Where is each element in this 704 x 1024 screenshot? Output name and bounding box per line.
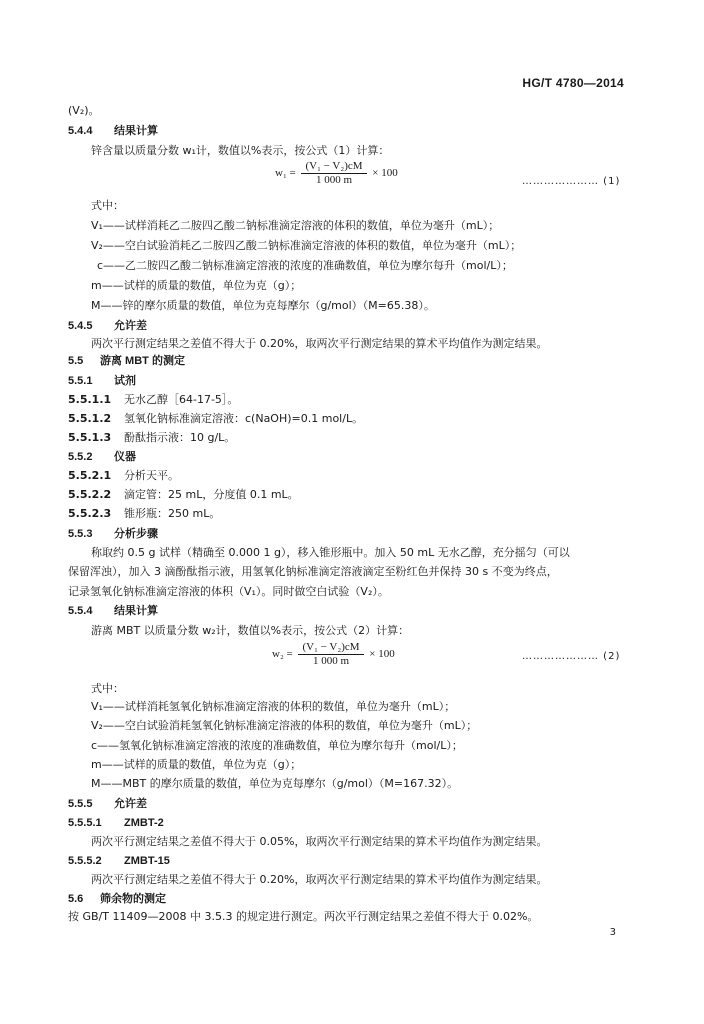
formula-2-lhs: w₂ = [272,648,293,661]
section-number: 5.4.5 [68,320,93,332]
section-heading [68,488,704,502]
formula-1-number: ………………… (1) [522,176,621,187]
paragraph-text: 记录氢氧化钠标准滴定溶液的体积（V₁）。同时做空白试验（V₂）。 [68,585,389,598]
text-line [91,199,704,213]
paragraph-text: V₁——试样消耗乙二胺四乙酸二钠标准滴定溶液的体积的数值，单位为毫升（mL）； [91,219,500,232]
paragraph-text: 游离 MBT 以质量分数 w₂计，数值以%表示，按公式（2）计算： [91,624,410,637]
formula-2-tail: × 100 [369,648,395,661]
paragraph-text: 称取约 0.5 g 试样（精确至 0.000 1 g），移入锥形瓶中。加入 50 mL 无水乙醇，充分摇匀（可以 [91,546,570,559]
text-line [91,279,704,293]
standard-number: HG/T 4780—2014 [522,76,624,90]
section-heading [68,604,704,618]
formula-2 [272,641,395,668]
paragraph-text: c——乙二胺四乙酸二钠标准滴定溶液的浓度的准确数值，单位为摩尔每升（mol/L）； [97,259,513,272]
formula-2-numerator: (V₁ − V₂)cM [298,641,363,655]
section-title: ZMBT-15 [124,855,170,867]
section-title: 试剂 [114,375,136,387]
section-number: 5.5.1.2 [68,412,112,425]
section-heading [68,412,704,426]
paragraph-text: c——氢氧化钠标准滴定溶液的浓度的准确数值，单位为摩尔每升（mol/L）； [91,739,463,752]
paragraph-text: 两次平行测定结果之差值不得大于 0.20%，取两次平行测定结果的算术平均值作为测定结果。 [91,337,548,350]
text-line [68,910,704,924]
section-title: 氢氧化钠标准滴定溶液：c(NaOH)=0.1 mol/L。 [124,412,364,425]
section-heading [68,393,704,407]
paragraph-text: M——MBT 的摩尔质量的数值，单位为克每摩尔（g/mol）（M=167.32）。 [91,777,459,790]
text-line [91,739,704,753]
formula-1-lhs: w₁ = [275,167,296,180]
text-line [91,337,704,351]
section-heading [68,354,704,368]
section-number: 5.5.1.1 [68,393,112,406]
section-number: 5.5.1 [68,375,93,387]
formula-2-denominator: 1 000 m [312,655,350,667]
paragraph-text: V₁——试样消耗氢氧化钠标准滴定溶液的体积的数值，单位为毫升（mL）； [91,700,456,713]
formula-1 [275,160,398,187]
section-heading [68,469,704,483]
section-number: 5.5.4 [68,605,93,617]
section-heading [68,816,704,830]
paragraph-text: 两次平行测定结果之差值不得大于 0.05%，取两次平行测定结果的算术平均值作为测定结果。 [91,835,548,848]
formula-1-numerator: (V₁ − V₂)cM [301,160,366,174]
paragraph-text: V₂——空白试验消耗氢氧化钠标准滴定溶液的体积的数值，单位为毫升（mL）； [91,719,478,732]
text-line [91,682,704,696]
text-line [91,719,704,733]
text-line [91,624,704,638]
section-heading [68,797,704,811]
section-title: 分析天平。 [124,469,179,482]
page-number: 3 [609,927,616,938]
section-heading [68,431,704,445]
paragraph-text: (V₂)。 [68,104,100,117]
section-title: 分析步骤 [114,528,158,540]
formula-1-tail: × 100 [372,167,398,180]
section-number: 5.4.4 [68,125,93,137]
paragraph-text: 保留浑浊），加入 3 滴酚酞指示液，用氢氧化钠标准滴定溶液滴定至粉红色并保持 30 s 不变为终点， [68,565,558,578]
section-title: ZMBT-2 [124,817,164,829]
paragraph-text: 两次平行测定结果之差值不得大于 0.20%，取两次平行测定结果的算术平均值作为测定结果。 [91,873,548,886]
section-title: 允许差 [114,320,147,332]
formula-1-denominator: 1 000 m [315,174,353,186]
section-number: 5.5.5.1 [68,817,102,829]
text-line [91,835,704,849]
section-heading [68,507,704,521]
section-title: 锥形瓶：250 mL。 [124,507,221,520]
paragraph-text: 按 GB/T 11409—2008 中 3.5.3 的规定进行测定。两次平行测定结果之差值不得大于 0.02%。 [68,910,539,923]
section-heading [68,374,704,388]
section-number: 5.5.5 [68,798,93,810]
section-number: 5.5.5.2 [68,855,102,867]
text-line [68,565,704,579]
section-heading [68,854,704,868]
formula-2-number: ………………… (2) [522,651,621,662]
paragraph-text: V₂——空白试验消耗乙二胺四乙酸二钠标准滴定溶液的体积的数值，单位为毫升（mL）； [91,239,522,252]
section-title: 酚酞指示液：10 g/L。 [124,431,236,444]
section-number: 5.5 [68,355,84,367]
text-line [91,700,704,714]
text-line [68,585,704,599]
section-title: 允许差 [114,798,147,810]
section-number: 5.6 [68,893,84,905]
section-title: 滴定管：25 mL，分度值 0.1 mL。 [124,488,299,501]
section-title: 筛余物的测定 [100,893,166,905]
section-heading [68,892,704,906]
section-number: 5.5.2 [68,451,93,463]
section-heading [68,319,704,333]
text-line [91,546,704,560]
paragraph-text: 式中： [91,682,124,695]
paragraph-text: m——试样的质量的数值，单位为克（g）； [91,279,302,292]
section-number: 5.5.3 [68,528,93,540]
paragraph-text: m——试样的质量的数值，单位为克（g）； [91,758,302,771]
formula-1-fraction [301,160,366,187]
text-line [91,299,704,313]
section-title: 仪器 [114,451,136,463]
section-heading [68,124,704,138]
section-number: 5.5.2.1 [68,469,112,482]
section-title: 结果计算 [114,605,158,617]
paragraph-text: 锌含量以质量分数 w₁计，数值以%表示，按公式（1）计算： [91,144,390,157]
text-line [97,259,704,273]
text-line [91,873,704,887]
section-title: 结果计算 [114,125,158,137]
section-number: 5.5.2.3 [68,507,112,520]
section-heading [68,527,704,541]
text-line [91,219,704,233]
section-title: 游离 MBT 的测定 [100,355,185,367]
paragraph-text: 式中： [91,199,124,212]
text-line [91,239,704,253]
section-heading [68,450,704,464]
text-line [68,104,704,118]
section-number: 5.5.2.2 [68,488,112,501]
paragraph-text: M——锌的摩尔质量的数值，单位为克每摩尔（g/mol）（M=65.38）。 [91,299,435,312]
formula-2-fraction [298,641,363,668]
text-line [91,758,704,772]
text-line [91,777,704,791]
section-title: 无水乙醇［64-17-5］。 [124,393,239,406]
text-line [91,144,704,158]
section-number: 5.5.1.3 [68,431,112,444]
